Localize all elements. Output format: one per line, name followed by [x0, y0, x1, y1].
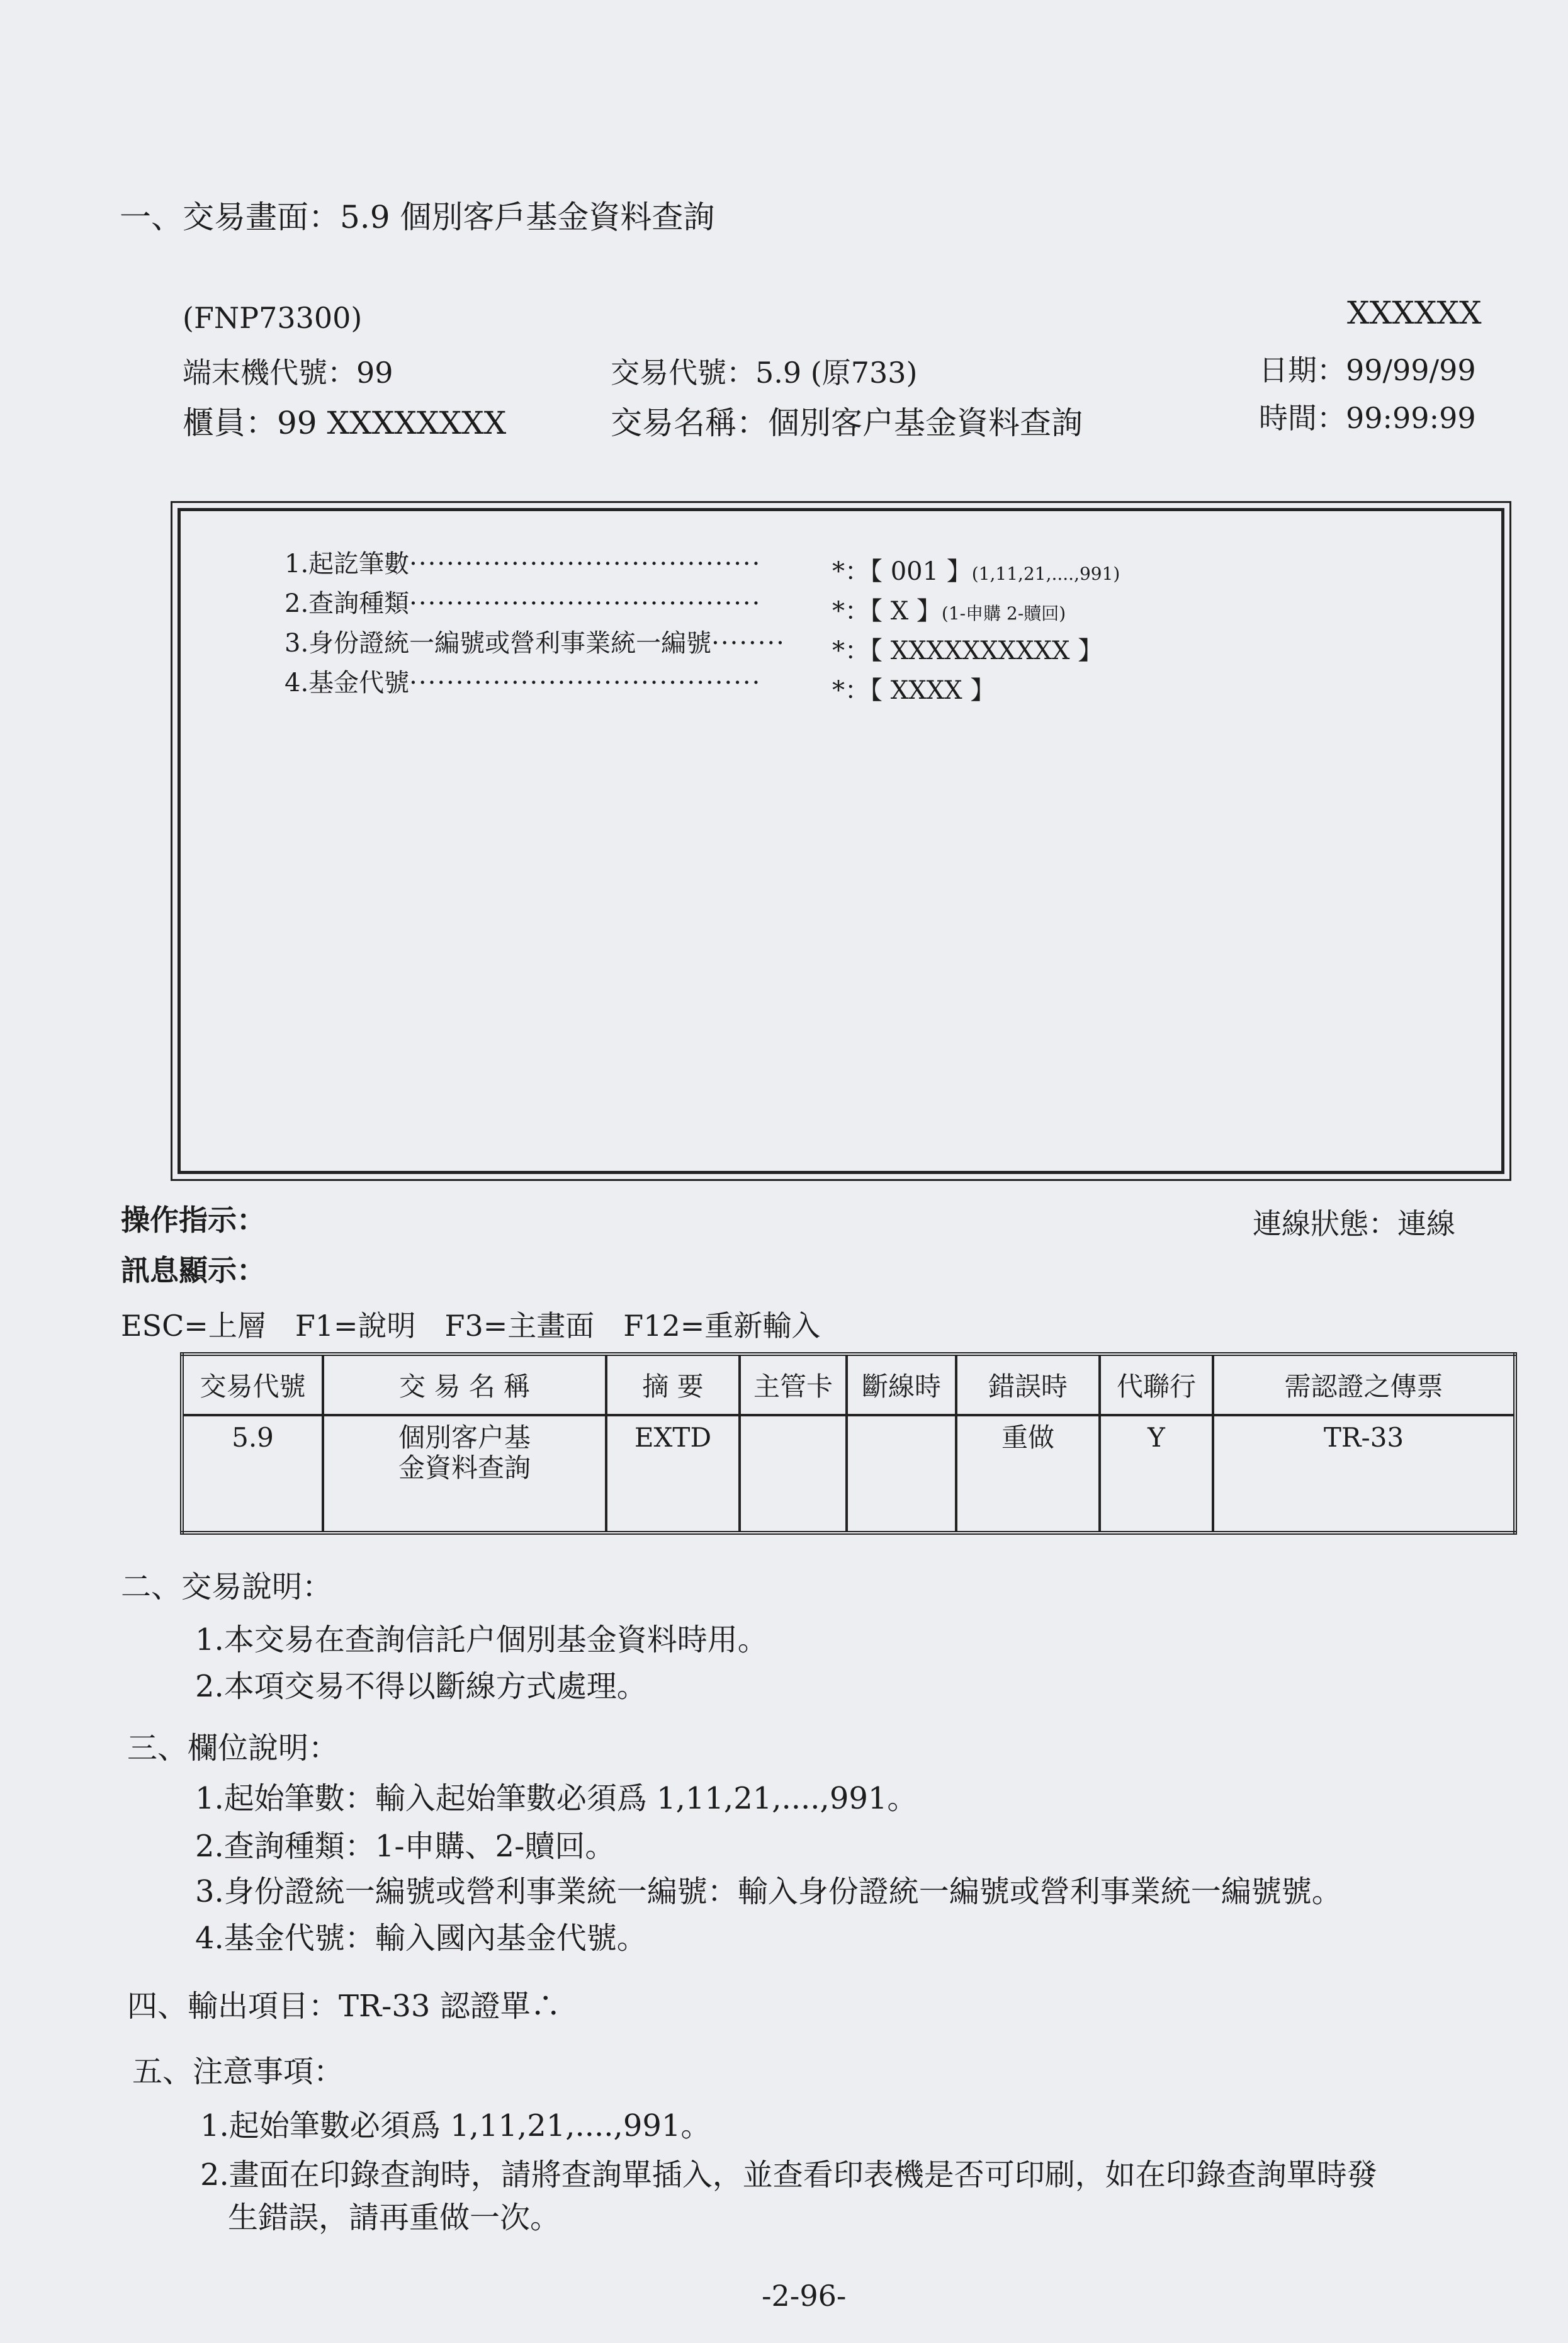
col-header-tx-code: 交易代號 — [182, 1354, 323, 1415]
section3-item: 1.起始筆數：輸入起始筆數必須爲 1,11,21,....,991。 — [195, 1781, 918, 1816]
section5-item: 生錯誤，請再重做一次。 — [228, 2200, 561, 2235]
page-number: -2-96- — [762, 2279, 847, 2313]
id-number-value[interactable]: 【 XXXXXXXXXX 】 — [870, 636, 1103, 665]
date-display: 日期：99/99/99 — [1259, 353, 1476, 387]
right-code: XXXXXX — [1347, 295, 1482, 331]
transaction-name: 交易名稱：個別客户基金資料查詢 — [611, 405, 1083, 441]
start-count-hint: (1,11,21,....,991) — [971, 563, 1120, 584]
section5-item: 1.起始筆數必須爲 1,11,21,....,991。 — [200, 2108, 711, 2143]
col-header-on-error: 錯誤時 — [956, 1354, 1100, 1415]
field-separator: *： — [832, 636, 870, 665]
terminal-code: 端末機代號：99 — [183, 356, 393, 390]
transaction-screen-box — [178, 508, 1504, 1174]
section3-title: 三、欄位說明： — [127, 1730, 339, 1766]
query-type-hint: (1-申購 2-贖回) — [941, 603, 1066, 624]
form-field-fund-code[interactable]: 4.基金代號······································ *：【 XXXX 】 — [285, 669, 996, 705]
field-separator: *： — [832, 557, 870, 586]
program-id: (FNP73300) — [183, 301, 363, 335]
field-separator: *： — [832, 597, 870, 626]
section5-title: 五、注意事項： — [132, 2054, 344, 2089]
section2-item: 1.本交易在查詢信託户個別基金資料時用。 — [195, 1622, 768, 1657]
cell-on-error: 重做 — [956, 1415, 1100, 1533]
col-header-supervisor-card: 主管卡 — [740, 1354, 847, 1415]
section1-title: 一、交易畫面：5.9 個別客戶基金資料查詢 — [120, 199, 715, 235]
section3-item: 4.基金代號：輸入國內基金代號。 — [195, 1921, 647, 1956]
field-separator: *： — [832, 676, 870, 705]
cell-voucher: TR-33 — [1213, 1415, 1515, 1533]
operation-hint-label: 操作指示： — [121, 1203, 266, 1237]
section2-title: 二、交易說明： — [121, 1569, 333, 1605]
col-header-proxy-bank: 代聯行 — [1100, 1354, 1213, 1415]
cell-summary: EXTD — [606, 1415, 740, 1533]
section4-title: 四、輸出項目：TR-33 認證單∴ — [127, 1989, 561, 2024]
teller-id: 櫃員：99 XXXXXXXX — [183, 405, 507, 441]
section3-item: 2.查詢種類：1-申購、2-贖回。 — [195, 1829, 616, 1864]
col-header-tx-name: 交 易 名 稱 — [323, 1354, 606, 1415]
cell-offline — [847, 1415, 956, 1533]
table-header-row — [182, 1354, 1515, 1415]
section3-item: 3.身份證統一編號或營利事業統一編號：輸入身份證統一編號或營利事業統一編號號。 — [195, 1874, 1342, 1909]
connection-status: 連線狀態：連線 — [1253, 1207, 1455, 1241]
form-field-id-number[interactable]: 3.身份證統一編號或營利事業統一編號········ *：【 XXXXXXXXXX 】 — [285, 629, 1103, 665]
section2-item: 2.本項交易不得以斷線方式處理。 — [195, 1669, 647, 1704]
transaction-info-table — [180, 1352, 1517, 1535]
section5-item: 2.畫面在印錄查詢時，請將查詢單插入，並查看印表機是否可印刷，如在印錄查詢單時發 — [200, 2157, 1377, 2193]
time-display: 時間：99:99:99 — [1259, 401, 1476, 435]
col-header-voucher: 需認證之傳票 — [1213, 1354, 1515, 1415]
transaction-code: 交易代號：5.9 (原733) — [611, 356, 918, 390]
function-keys: ESC=上層 F1=說明 F3=主畫面 F12=重新輸入 — [121, 1309, 821, 1343]
start-count-value[interactable]: 【 001 】 — [870, 557, 972, 586]
form-field-query-type[interactable]: 2.查詢種類······································ *：【 X 】(1-申購 2-贖回) — [285, 589, 1066, 626]
cell-supervisor-card — [740, 1415, 847, 1533]
cell-proxy-bank: Y — [1100, 1415, 1213, 1533]
fund-code-value[interactable]: 【 XXXX 】 — [870, 676, 996, 705]
query-type-value[interactable]: 【 X 】 — [870, 597, 942, 626]
message-label: 訊息顯示： — [121, 1253, 266, 1287]
form-field-start-count[interactable]: 1.起訖筆數······································ *：【 001 】(1,11,21,....,991) — [285, 550, 1120, 586]
cell-tx-code: 5.9 — [182, 1415, 323, 1533]
table-row — [182, 1415, 1515, 1533]
cell-tx-name: 個別客户基金資料查詢 — [323, 1415, 606, 1533]
col-header-summary: 摘 要 — [606, 1354, 740, 1415]
col-header-offline: 斷線時 — [847, 1354, 956, 1415]
